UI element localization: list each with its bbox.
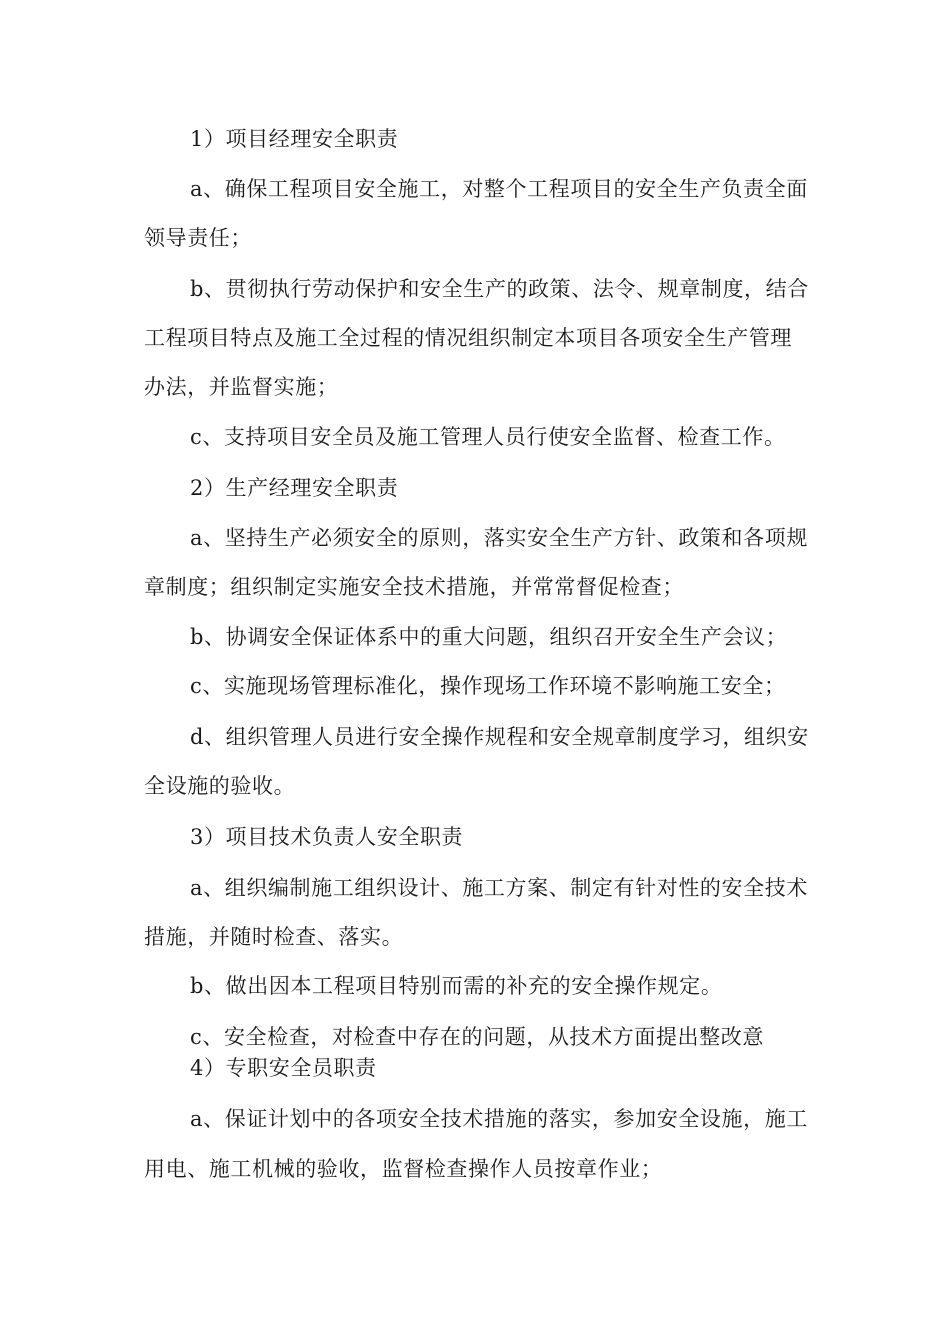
paragraph-line: 章制度；组织制定实施安全技术措施，并常常督促检查； <box>144 575 684 599</box>
paragraph-line: 领导责任； <box>144 226 252 250</box>
paragraph-line: a、保证计划中的各项安全技术措施的落实，参加安全设施，施工 <box>190 1107 808 1131</box>
paragraph-line: c、安全检查，对检查中存在的问题，从技术方面提出整改意 <box>190 1025 764 1049</box>
paragraph-line: a、确保工程项目安全施工，对整个工程项目的安全生产负责全面 <box>190 177 808 201</box>
paragraph-line: b、协调安全保证体系中的重大问题，组织召开安全生产会议； <box>190 625 788 649</box>
paragraph-line: b、做出因本工程项目特别而需的补充的安全操作规定。 <box>190 974 723 998</box>
heading-technical-lead: 3）项目技术负责人安全职责 <box>190 825 464 849</box>
paragraph-line: 办法，并监督实施； <box>144 375 339 399</box>
paragraph-line: a、坚持生产必须安全的原则，落实安全生产方针、政策和各项规 <box>190 526 808 550</box>
paragraph-line: a、组织编制施工组织设计、施工方案、制定有针对性的安全技术 <box>190 876 808 900</box>
paragraph-line: c、支持项目安全员及施工管理人员行使安全监督、检查工作。 <box>190 425 786 449</box>
heading-safety-officer: 4）专职安全员职责 <box>190 1056 377 1080</box>
heading-project-manager: 1）项目经理安全职责 <box>190 127 399 151</box>
paragraph-line: b、贯彻执行劳动保护和安全生产的政策、法令、规章制度，结合 <box>190 277 809 301</box>
paragraph-line: d、组织管理人员进行安全操作规程和安全规章制度学习，组织安 <box>190 725 809 749</box>
paragraph-line: c、实施现场管理标准化，操作现场工作环境不影响施工安全； <box>190 674 786 698</box>
paragraph-line: 措施，并随时检查、落实。 <box>144 925 404 949</box>
paragraph-line: 用电、施工机械的验收，监督检查操作人员按章作业； <box>144 1157 663 1181</box>
paragraph-line: 全设施的验收。 <box>144 774 296 798</box>
heading-production-manager: 2）生产经理安全职责 <box>190 476 399 500</box>
paragraph-line: 工程项目特点及施工全过程的情况组织制定本项目各项安全生产管理 <box>144 326 792 350</box>
